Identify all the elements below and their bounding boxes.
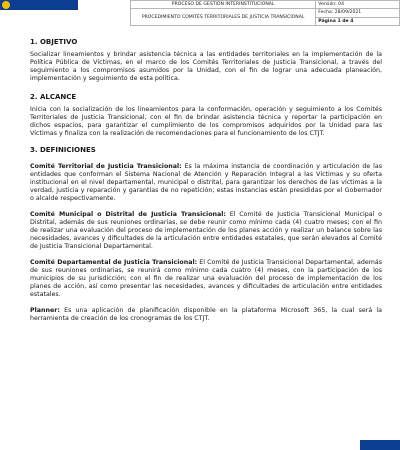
section-heading-alcance: 2. ALCANCE bbox=[30, 93, 77, 101]
page-label bbox=[316, 17, 400, 25]
definition-term: Comité Municipal o Distrital de Justicia Transicional: bbox=[30, 211, 226, 218]
definition-term: Comité Departamental de Justicia Transicional: bbox=[30, 259, 198, 266]
procedure-name: PROCEDIMIENTO COMITÉS TERRITORIALES DE JUSTICIA TRANSICIONAL bbox=[131, 9, 316, 26]
definition-term: Comité Territorial de Justicia Transicional: bbox=[30, 163, 182, 170]
definition-item bbox=[30, 307, 382, 323]
definition-text: Es la máxima instancia de coordinación y articulación de las entidades que conforman el Sistema Nacional de Atención y Reparación Integral a las Víctimas y su oferta institucional en el nivel departamental, municipal o distrital, para garantizar los derechos de las víctimas a la verdad, justicia y reparación y garantías de no repetición; estas instancias están presididas por el Gobernador o alcalde respectivamente. bbox=[30, 163, 382, 202]
definition-text: El Comité de Justicia Transicional Municipal o Distrital, además de sus reuniones ordinarias, se debe reunir como mínimo cada (4) cuatro meses; con el fin de realizar una evaluación del proceso de implementación de los planes acción y realizar un balance sobre las necesidades, avances y dificultades de la articulación entre entidades estatales, que serán elevados al Comité de Justicia Transicional Departamental. bbox=[30, 211, 382, 250]
document-header bbox=[0, 0, 400, 26]
version-label: Versión: 04 bbox=[316, 1, 400, 9]
page-label-text: Página 1 de 4 bbox=[318, 18, 354, 24]
definition-term: Planner: bbox=[30, 307, 60, 314]
header-table bbox=[130, 0, 400, 26]
section-heading-definiciones: 3. DEFINICIONES bbox=[30, 146, 96, 154]
process-name: PROCESO DE GESTIÓN INTERINSTITUCIONAL bbox=[131, 1, 316, 9]
definition-text: Es una aplicación de planificación disponible en la plataforma Microsoft 365, la cual será la herramienta de creación de los cronogramas de los CTJT. bbox=[30, 307, 382, 322]
seal-icon bbox=[2, 1, 10, 9]
definition-text: El Comité de Justicia Transicional Departamental, además de sus reuniones ordinarias, se reunirá como mínimo cada cuatro (4) meses, con la participación de los municipios de su jurisdicción; con el fin de realizar una evaluación del proceso de implementación de los planes de acción, así como presentar las necesidades, avances y dificultades de articulación entre entidades estatales. bbox=[30, 259, 382, 298]
definition-item bbox=[30, 163, 382, 203]
document-body bbox=[30, 32, 382, 323]
section-text-objetivo: Socializar lineamientos y brindar asistencia técnica a las entidades territoriales en la implementación de la Política Pública de Víctimas, en el marco de los Comités Territoriales de Justicia Transicional, a través del seguimiento a los compromisos asumidos por la Unidad, con el fin de lograr una adecuada planeación, implementación y seguimiento de esta política. bbox=[30, 51, 382, 82]
definition-item bbox=[30, 211, 382, 251]
date-label: Fecha: 28/09/2021 bbox=[316, 9, 400, 17]
section-heading-objetivo: 1. OBJETIVO bbox=[30, 38, 78, 46]
footer-accent-bar bbox=[360, 440, 400, 450]
section-text-alcance: Inicia con la socialización de los lineamientos para la conformación, operación y seguimiento a los Comités Territoriales de Justicia Transicional, con el fin de brindar asistencia técnica y reportar la participación en dichos espacios, para garantizar el cumplimiento de los compromisos adquiridos por la Unidad para las Víctimas y finaliza con la realización de recomendaciones para el funcionamiento de los CTJT. bbox=[30, 106, 382, 137]
institution-logo bbox=[0, 0, 78, 10]
definition-item bbox=[30, 259, 382, 299]
